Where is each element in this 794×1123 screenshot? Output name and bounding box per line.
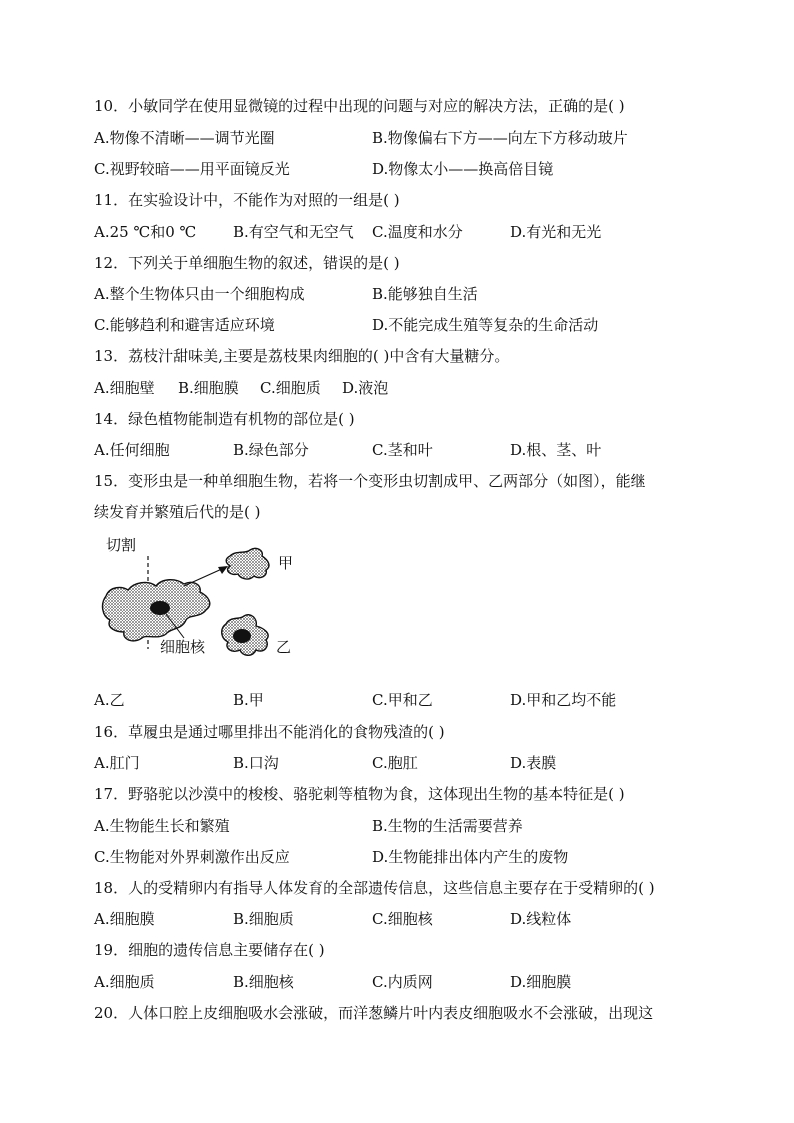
question-10-option-d: D.物像太小——换高倍目镜: [372, 160, 554, 178]
question-12-stem: 12．下列关于单细胞生物的叙述，错误的是( ): [94, 254, 400, 272]
question-20-stem: 20．人体口腔上皮细胞吸水会涨破，而洋葱鳞片叶内表皮细胞吸水不会涨破，出现这: [94, 1004, 654, 1022]
question-10-option-c: C.视野较暗——用平面镜反光: [94, 160, 290, 178]
question-19-option-a: A.细胞质: [94, 973, 155, 991]
question-11-option-d: D.有光和无光: [510, 223, 602, 241]
question-12-option-a: A.整个生物体只由一个细胞构成: [94, 285, 305, 303]
question-10-stem: 10．小敏同学在使用显微镜的过程中出现的问题与对应的解决方法，正确的是( ): [94, 97, 625, 115]
question-11-option-c: C.温度和水分: [372, 223, 463, 241]
part-b-label: 乙: [276, 638, 292, 656]
arrow-line: [184, 568, 224, 586]
question-19-option-c: C.内质网: [372, 973, 433, 991]
question-18-option-a: A.细胞膜: [94, 910, 155, 928]
question-13-option-b: B.细胞膜: [178, 379, 239, 397]
question-13-option-d: D.液泡: [342, 379, 389, 397]
question-11-stem: 11．在实验设计中，不能作为对照的一组是( ): [94, 191, 400, 209]
question-13-option-c: C.细胞质: [260, 379, 321, 397]
question-18-option-c: C.细胞核: [372, 910, 433, 928]
question-13-option-a: A.细胞壁: [94, 379, 155, 397]
question-14-option-d: D.根、茎、叶: [510, 441, 602, 459]
nucleus-whole: [150, 601, 170, 615]
question-11-option-b: B.有空气和无空气: [233, 223, 354, 241]
question-16-option-c: C.胞肛: [372, 754, 418, 772]
question-16-option-d: D.表膜: [510, 754, 557, 772]
question-13-stem: 13．荔枝汁甜味美,主要是荔枝果肉细胞的( )中含有大量糖分。: [94, 347, 510, 365]
question-18-stem: 18．人的受精卵内有指导人体发育的全部遗传信息，这些信息主要存在于受精卵的( ): [94, 879, 655, 897]
nucleus-part-b: [233, 629, 251, 643]
question-10-option-b: B.物像偏右下方——向左下方移动玻片: [372, 129, 628, 147]
question-14-option-b: B.绿色部分: [233, 441, 309, 459]
question-18-option-d: D.线粒体: [510, 910, 572, 928]
nucleus-label: 细胞核: [160, 638, 206, 656]
question-14-option-c: C.茎和叶: [372, 441, 433, 459]
question-17-stem: 17．野骆驼以沙漠中的梭梭、骆驼刺等植物为食，这体现出生物的基本特征是( ): [94, 785, 625, 803]
question-12-option-d: D.不能完成生殖等复杂的生命活动: [372, 316, 599, 334]
question-15-option-c: C.甲和乙: [372, 691, 433, 709]
question-19-option-d: D.细胞膜: [510, 973, 572, 991]
question-19-option-b: B.细胞核: [233, 973, 294, 991]
question-12-option-c: C.能够趋利和避害适应环境: [94, 316, 275, 334]
amoeba-cut-figure: [96, 534, 326, 684]
question-18-option-b: B.细胞质: [233, 910, 294, 928]
question-19-stem: 19．细胞的遗传信息主要储存在( ): [94, 941, 325, 959]
question-16-stem: 16．草履虫是通过哪里排出不能消化的食物残渣的( ): [94, 723, 445, 741]
question-16-option-b: B.口沟: [233, 754, 279, 772]
question-14-option-a: A.任何细胞: [94, 441, 170, 459]
cut-label: 切割: [106, 536, 137, 554]
question-10-option-a: A.物像不清晰——调节光圈: [94, 129, 275, 147]
question-15-stem: 15．变形虫是一种单细胞生物，若将一个变形虫切割成甲、乙两部分（如图），能继: [94, 472, 646, 490]
part-a-label: 甲: [278, 554, 294, 572]
question-17-option-b: B.生物的生活需要营养: [372, 817, 523, 835]
question-17-option-d: D.生物能排出体内产生的废物: [372, 848, 569, 866]
question-15-option-a: A.乙: [94, 691, 125, 709]
question-16-option-a: A.肛门: [94, 754, 140, 772]
question-11-option-a: A.25 ℃和0 ℃: [94, 223, 197, 241]
question-14-stem: 14．绿色植物能制造有机物的部位是( ): [94, 410, 355, 428]
question-15-option-d: D.甲和乙均不能: [510, 691, 617, 709]
question-15-stem-continued: 续发育并繁殖后代的是( ): [94, 503, 261, 521]
amoeba-part-a: [226, 548, 269, 579]
question-17-option-a: A.生物能生长和繁殖: [94, 817, 230, 835]
question-15-option-b: B.甲: [233, 691, 264, 709]
question-12-option-b: B.能够独自生活: [372, 285, 478, 303]
question-17-option-c: C.生物能对外界刺激作出反应: [94, 848, 290, 866]
